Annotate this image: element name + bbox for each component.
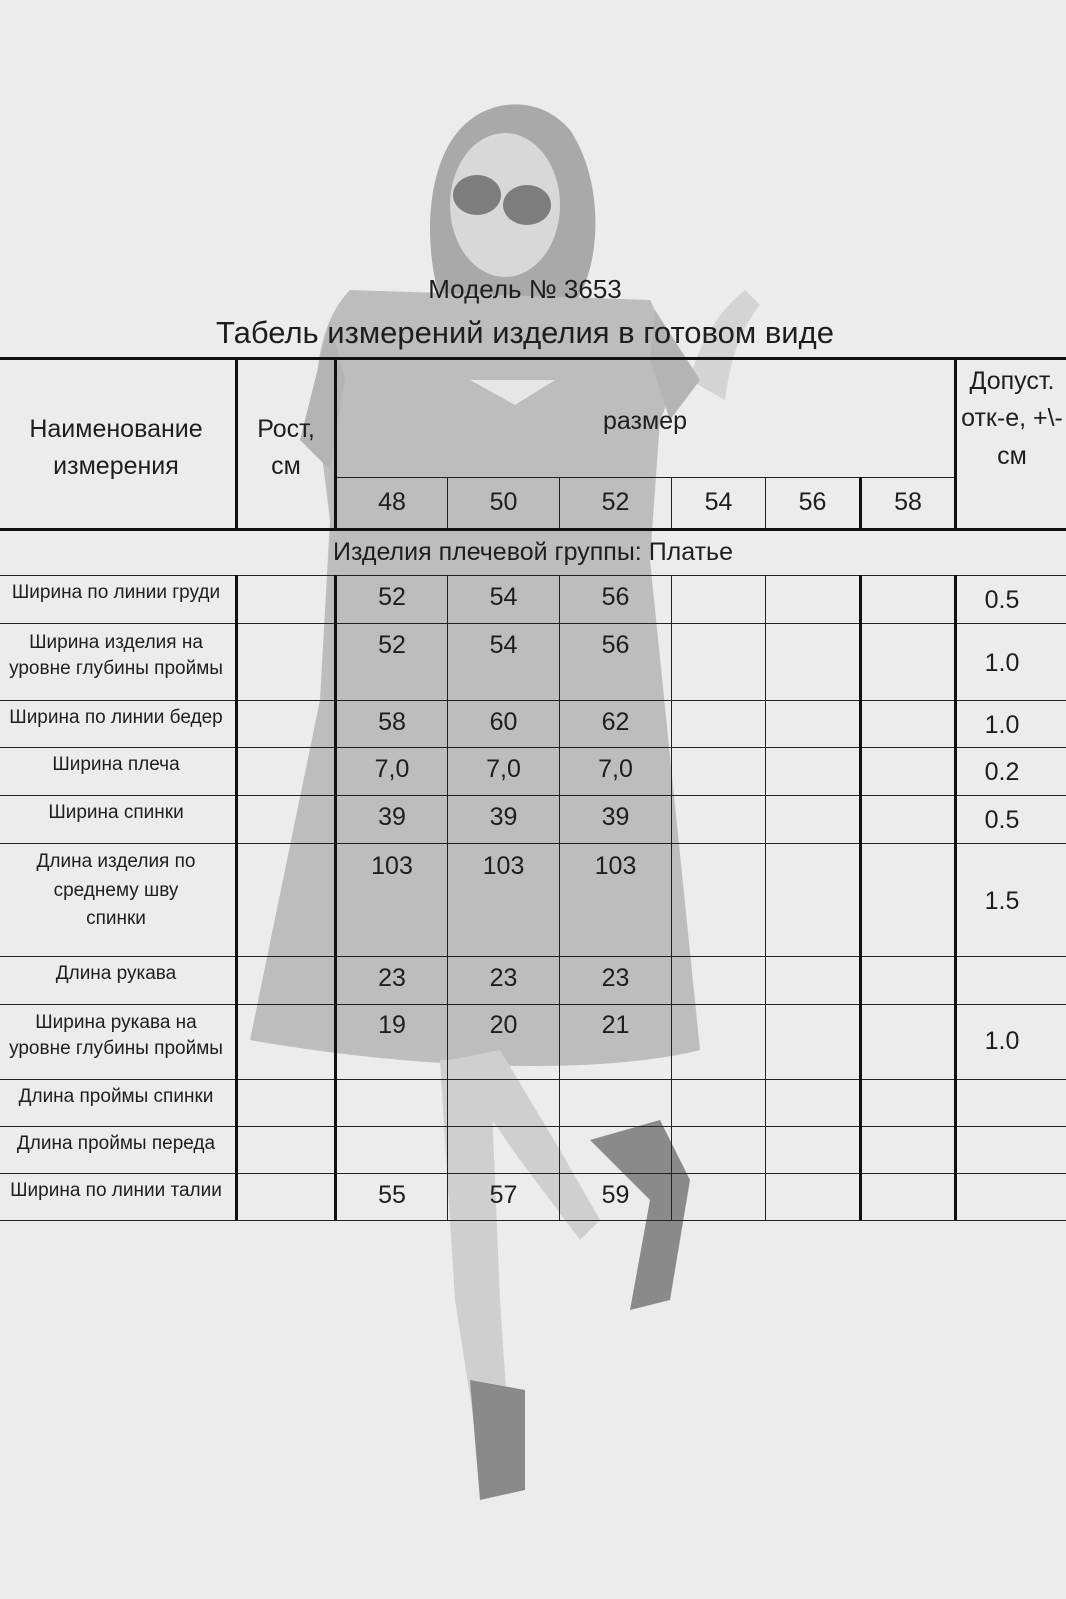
row-tolerance: [938, 1128, 1066, 1170]
row-value: 103: [482, 852, 525, 881]
row-tolerance: [938, 957, 1066, 1001]
header-tolerance-column: Допуст. отк-е, +\-см: [961, 366, 1063, 470]
row-name: Ширина по линии груди: [11, 582, 221, 604]
row-value: [560, 1128, 671, 1170]
row-value: 54: [489, 631, 518, 660]
row-tolerance: 1.5: [984, 887, 1020, 916]
row-tolerance: 1.0: [984, 649, 1020, 678]
row-value: 23: [489, 964, 518, 993]
row-value: [337, 1081, 447, 1123]
row-value: 52: [378, 583, 406, 612]
row-value: 20: [489, 1011, 518, 1040]
row-tolerance: [938, 1081, 1066, 1123]
row-value: 7,0: [598, 755, 633, 784]
row-tolerance: 1.0: [984, 711, 1020, 740]
header-size-column: размер: [603, 406, 687, 435]
size-54: 54: [704, 488, 733, 517]
row-tolerance: [938, 1175, 1066, 1217]
row-value: 103: [371, 852, 413, 881]
size-56: 56: [798, 488, 827, 517]
row-tolerance: 0.5: [984, 586, 1020, 615]
row-value: 52: [378, 631, 406, 660]
size-58: 58: [894, 488, 922, 517]
row-value: 60: [489, 708, 518, 737]
row-name: Длина рукава: [55, 963, 177, 985]
row-value: 23: [378, 964, 406, 993]
row-value: 39: [489, 803, 518, 832]
group-label: Изделия плечевой группы: Платье: [333, 538, 733, 567]
size-50: 50: [489, 488, 518, 517]
size-52: 52: [601, 488, 630, 517]
row-name: Ширина плеча: [52, 754, 180, 776]
row-value: 7,0: [486, 755, 521, 784]
table-title: Табель измерений изделия в готовом виде: [216, 315, 834, 350]
row-value: [448, 1128, 559, 1170]
row-name: Длина изделия по среднему шву спинки: [36, 851, 196, 930]
row-value: 7,0: [374, 755, 410, 784]
row-value: 39: [378, 803, 406, 832]
row-value: 54: [489, 583, 518, 612]
size-48: 48: [378, 488, 406, 517]
row-value: 56: [601, 583, 630, 612]
row-value: [448, 1081, 559, 1123]
row-value: 55: [378, 1181, 406, 1210]
row-value: 103: [594, 852, 637, 881]
model-title: Модель № 3653: [428, 274, 622, 304]
row-name: Ширина по линии талии: [10, 1180, 222, 1202]
row-value: 59: [601, 1181, 630, 1210]
row-name: Длина проймы спинки: [18, 1086, 214, 1108]
row-value: 58: [378, 708, 406, 737]
row-value: 19: [378, 1011, 406, 1040]
row-value: 23: [601, 964, 630, 993]
row-name: Длина проймы переда: [16, 1133, 216, 1155]
header-height-column: Рост, см: [257, 415, 315, 480]
row-name: Ширина изделия на уровне глубины проймы: [9, 632, 223, 679]
row-value: 57: [489, 1181, 518, 1210]
row-value: 39: [601, 803, 630, 832]
row-tolerance: 0.2: [984, 758, 1020, 787]
row-value: [337, 1128, 447, 1170]
row-name: Ширина рукава на уровне глубины проймы: [9, 1012, 223, 1059]
row-value: 21: [601, 1011, 630, 1040]
row-value: 62: [601, 708, 630, 737]
row-name: Ширина спинки: [48, 802, 184, 824]
row-value: [560, 1081, 671, 1123]
row-tolerance: 1.0: [984, 1027, 1020, 1056]
row-tolerance: 0.5: [984, 806, 1020, 835]
header-name-column: Наименование измерения: [29, 415, 203, 480]
row-name: Ширина по линии бедер: [9, 707, 223, 729]
row-value: 56: [601, 631, 630, 660]
